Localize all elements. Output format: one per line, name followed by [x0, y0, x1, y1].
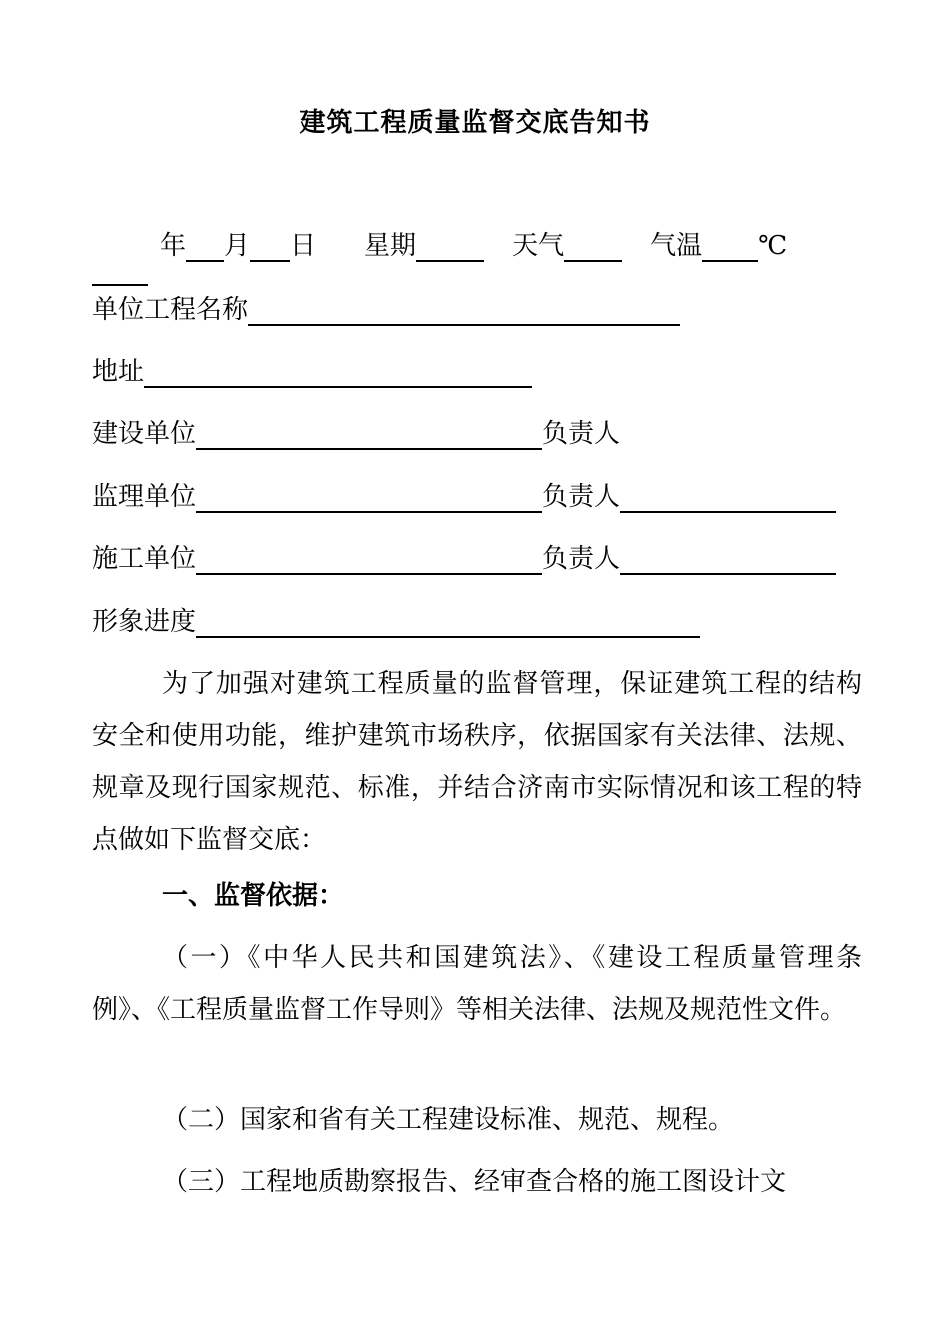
section-heading: 一、监督依据： [162, 881, 345, 911]
contractor-person-blank[interactable] [620, 543, 836, 575]
project-name-row [92, 290, 680, 330]
supervision-unit-blank[interactable] [196, 481, 542, 513]
supervision-unit-label: 监理单位 [92, 482, 197, 512]
construction-unit-blank[interactable] [196, 418, 542, 450]
year-blank[interactable] [92, 254, 148, 286]
temperature-label: 气温 [650, 231, 703, 261]
month-blank[interactable] [186, 230, 224, 262]
temperature-blank[interactable] [702, 230, 758, 262]
supervision-person-blank[interactable] [620, 481, 836, 513]
weekday-label: 星期 [364, 231, 417, 261]
year-label: 年 [160, 231, 187, 261]
progress-row [92, 602, 700, 642]
date-line [92, 226, 787, 266]
year-blank-row [92, 250, 148, 290]
temperature-unit: ℃ [758, 231, 788, 261]
address-label: 地址 [92, 357, 145, 387]
progress-label: 形象进度 [92, 607, 197, 637]
weather-blank[interactable] [564, 230, 622, 262]
basis-item-2: （二）国家和省有关工程建设标准、规范、规程。 [162, 1105, 735, 1135]
weather-label: 天气 [512, 231, 565, 261]
intro-paragraph: 为了加强对建筑工程质量的监督管理，保证建筑工程的结构安全和使用功能，维护建筑市场秩序，依据国家有关法律、法规、规章及现行国家规范、标准，并结合济南市实际情况和该工程的特点做如下监督交底： [92, 669, 862, 855]
contractor-unit-label: 施工单位 [92, 544, 197, 574]
contractor-person-label: 负责人 [542, 544, 621, 574]
construction-person-label: 负责人 [542, 419, 621, 449]
construction-unit-label: 建设单位 [92, 419, 197, 449]
project-name-blank[interactable] [248, 294, 680, 326]
weekday-blank[interactable] [416, 230, 484, 262]
address-blank[interactable] [144, 356, 532, 388]
supervision-unit-row [92, 477, 836, 517]
day-blank[interactable] [250, 230, 290, 262]
project-name-label: 单位工程名称 [92, 295, 249, 325]
address-row [92, 352, 532, 392]
contractor-unit-blank[interactable] [196, 543, 542, 575]
month-label: 月 [224, 231, 251, 261]
construction-unit-row [92, 414, 620, 454]
supervision-person-label: 负责人 [542, 482, 621, 512]
contractor-unit-row [92, 539, 836, 579]
progress-blank[interactable] [196, 606, 700, 638]
day-label: 日 [290, 231, 317, 261]
document-title: 建筑工程质量监督交底告知书 [299, 108, 651, 138]
basis-item-3: （三）工程地质勘察报告、经审查合格的施工图设计文 [162, 1167, 787, 1197]
basis-item-1: （一）《中华人民共和国建筑法》、《建设工程质量管理条例》、《工程质量监督工作导则》等相关法律、法规及规范性文件。 [92, 943, 862, 1025]
